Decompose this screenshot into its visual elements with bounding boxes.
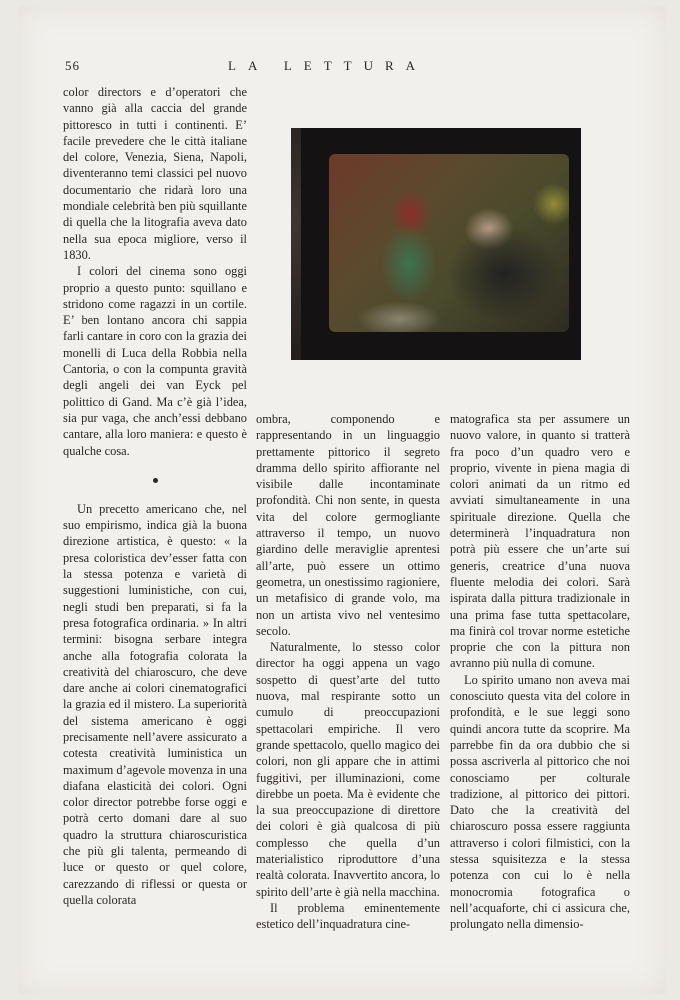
paragraph: Naturalmente, lo stesso color director ha oggi appena un vago sospetto di quest’arte del tutto nuova, mal respirante sotto un cumulo di preoccupazioni spettacolari empiriche. Il vero grande spettacolo, quello magico dei colori, non gli appare che in attimi fuggitivi, per illuminazioni, come direbbe un poeta. Ma è evidente che la sua preoccupazione di direttore dei colori è già qualcosa di più complesso che quella d’un materialistico riproduttore d’una realtà colorata. Inavvertito ancora, lo spirito dell’arte è già nella macchina. <box>256 640 440 899</box>
paragraph: Un precetto americano che, nel suo empirismo, indica già la buona direzione artistica, è questo: « la presa coloristica dev’esser fatta con la stessa potenza e varietà di suggestioni luministiche, con cui, negli studi ben preparati, si fa la presa fotografica ordinaria. » In altri termini: bisogna serbare integra anche alla fotografia colorata la creatività del chiaroscuro, che deve dare anche ai colori cinematografici la grazia ed il mistero. La superiorità del sistema americano è oggi precisamente nell’avere assicurato a cotesta creatività luministica un maximum d’agevole movenza in una diafana elasticità dei colori. Ogni color director potrebbe forse oggi e potrà certo domani dare al suo quadro la struttura chiaroscuristica che più gli talenta, permeando di luce or questo or quel colore, carezzando di riflessi or questa or quella colorata <box>63 501 247 907</box>
column-1 <box>63 84 247 908</box>
page-number: 56 <box>65 58 80 73</box>
paragraph: Il problema eminentemente estetico dell’inquadratura cine- <box>256 900 440 932</box>
paragraph: matografica sta per assumere un nuovo valore, in quanto si tratterà fra poco d’un quadro vero e proprio, vivente in piena magia di colori animati da un ritmo ed avviati simultaneamente in una spirituale direzione. Quella che determinerà l’inquadratura non potrà più essere che un’arte sui generis, creatrice d’una nuova fluente melodia dei colori. Sarà ispirata dalla pittura tradizionale in una prima fase tutta spettacolare, ma finirà col trovar norme estetiche proprie che con la pittura non avranno più nulla di comune. <box>450 412 630 671</box>
paragraph: Lo spirito umano non aveva mai conosciuto questa vita del colore in profondità, e le sue leggi sono quindi ancora tutte da scoprire. Ma parrebbe fin da ora dubbio che si possa ascriverla al pittorico che noi conosciamo per colturale tradizione, al pittorico dei pittori. Dato che la creatività del chiaroscuro possa essere raggiunta attraverso i colori filmistici, con la stessa squisitezza e la stessa potenza con cui lo è nella monocromia fotografica o nell’acquaforte, chi ci assicura che, prolungato nella dimensio- <box>450 672 630 932</box>
section-separator <box>63 473 247 487</box>
paragraph: I colori del cinema sono oggi proprio a questo punto: squillano e stridono come ragazzi in un cortile. E’ ben lontano ancora chi sappia farli cantare in coro con la grazia dei monelli di Luca della Robbia nella Cantoria, o con la compunta gravità degli angeli dei van Eyck pel polittico di Gand. Ma c’è già l’idea, sia pur vaga, che anch’essi debbano cantare, alla loro maniera: e questo è qualche cosa. <box>63 264 247 458</box>
column-2 <box>256 411 440 933</box>
bullet-icon <box>153 478 158 483</box>
film-still-photo <box>291 128 581 360</box>
film-frame-image <box>329 154 569 332</box>
column-3 <box>450 411 630 933</box>
film-strip-edge <box>291 128 301 360</box>
paragraph: ombra, componendo e rappresentando in un linguaggio prettamente pittorico il segreto dramma dello spirito affiorante nel visibile dalle incontaminate profondità. Chi non sente, in questa vita del colore germogliante attraverso il tempo, un nuovo giardino delle meraviglie aprentesi all’arte, può essere un ottimo geometra, un onestissimo ragioniere, un metafisico di grande volo, ma non un artista vivo nel ventesimo secolo. <box>256 412 440 638</box>
running-title: LA LETTURA <box>228 58 428 73</box>
paragraph: color directors e d’operatori che vanno già alla caccia del grande pittoresco in tutti i continenti. E’ facile prevedere che le città italiane del colore, Venezia, Siena, Napoli, diventeranno temi classici pel nuovo documentario che ridarà loro una mondiale celebrità ben più squillante di quella che la litografia aveva dato nella sua epoca migliore, verso il 1830. <box>63 85 247 262</box>
